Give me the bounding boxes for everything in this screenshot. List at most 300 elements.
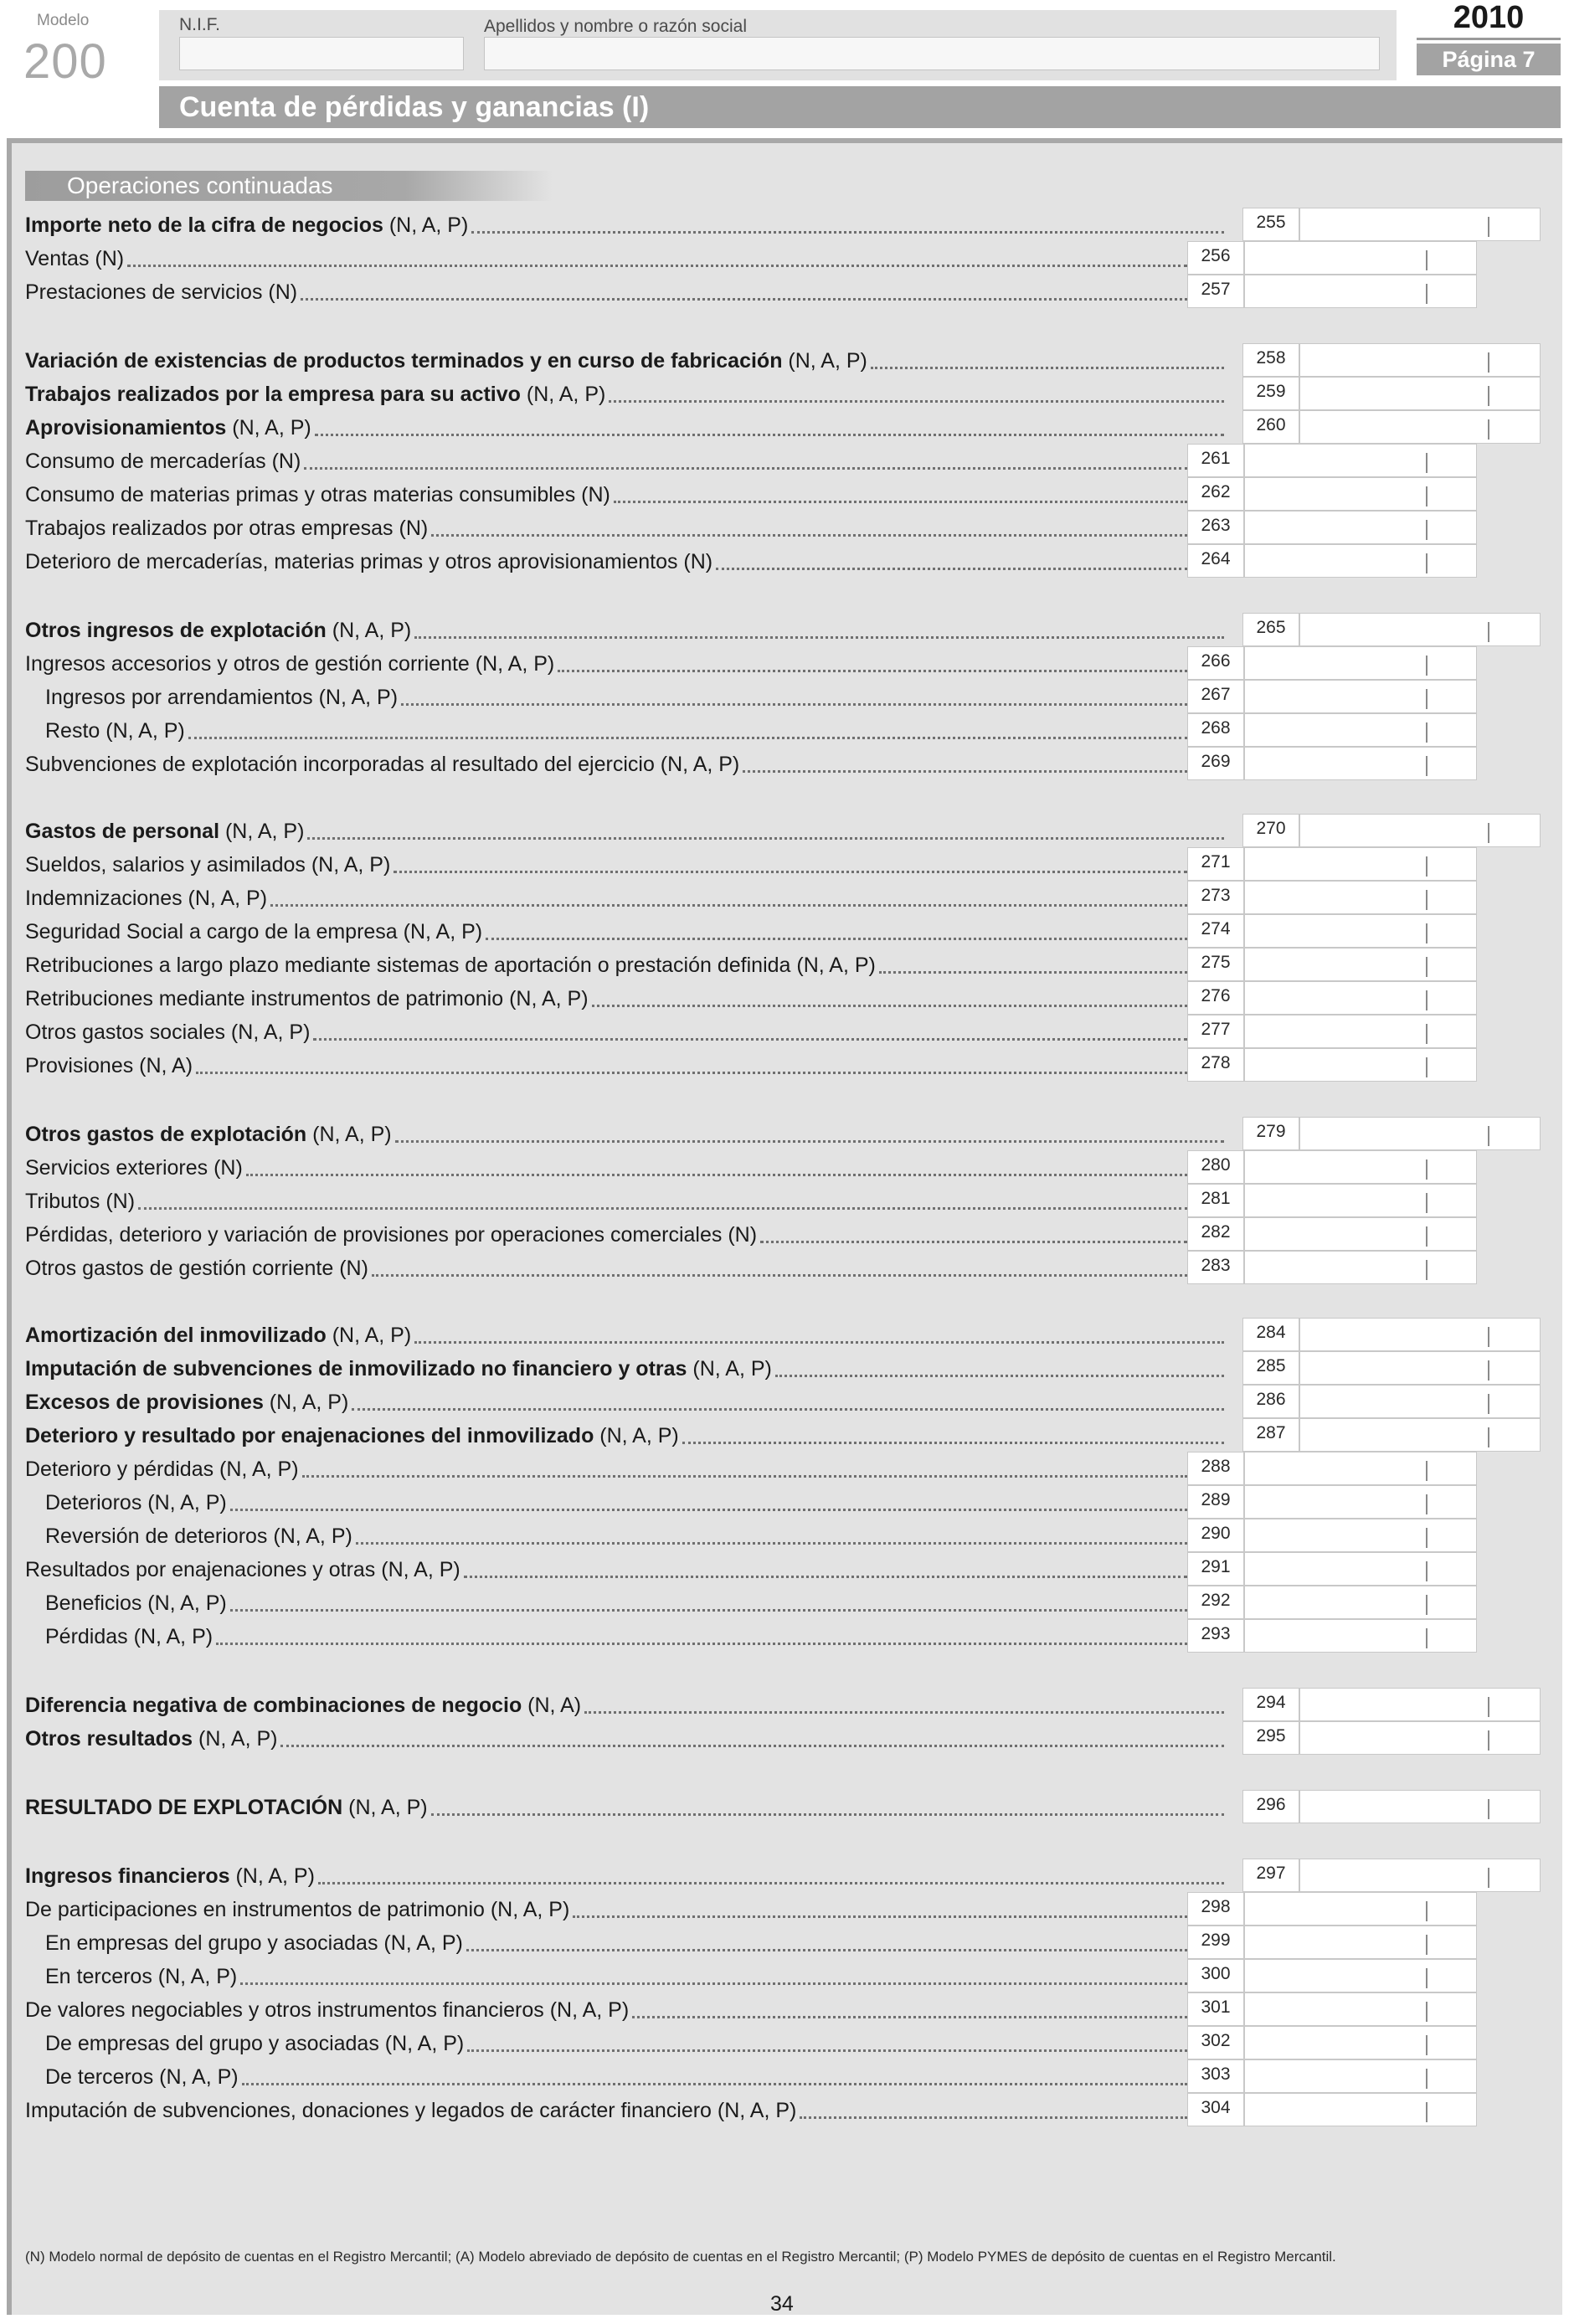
row-label xyxy=(25,989,589,1010)
form-row xyxy=(0,1959,1569,1992)
row-label-text: (N, A, P) xyxy=(226,416,311,440)
row-label-text: Ingresos accesorios y otros de gestión corriente (N, A, P) xyxy=(25,652,555,676)
amount-field[interactable] xyxy=(1244,1217,1477,1251)
amount-field[interactable] xyxy=(1244,241,1477,275)
dot-leader xyxy=(313,1038,1187,1041)
form-row xyxy=(0,1015,1569,1048)
section-title: Cuenta de pérdidas y ganancias (I) xyxy=(159,86,1561,128)
amount-field[interactable] xyxy=(1244,847,1477,881)
dot-leader xyxy=(592,1005,1187,1007)
row-label-text: En terceros (N, A, P) xyxy=(45,1965,238,1988)
row-label xyxy=(25,855,390,876)
row-label-text: (N, A, P) xyxy=(326,1324,412,1347)
dot-leader xyxy=(760,1241,1187,1243)
form-row xyxy=(0,511,1569,544)
row-label-text: Resultados por enajenaciones y otras (N, A, P) xyxy=(25,1558,460,1581)
form-row xyxy=(0,1926,1569,1959)
row-label-bold: Otros gastos de explotación xyxy=(25,1123,307,1146)
row-label-text: Prestaciones de servicios (N) xyxy=(25,280,298,304)
row-label xyxy=(45,1967,237,1987)
amount-field[interactable] xyxy=(1299,814,1541,847)
dot-leader xyxy=(467,2049,1187,2052)
decimal-separator xyxy=(1426,453,1428,473)
amount-field[interactable] xyxy=(1244,881,1477,914)
row-label xyxy=(45,1933,463,1954)
decimal-separator xyxy=(1426,1226,1428,1247)
row-label xyxy=(45,2034,464,2054)
decimal-separator xyxy=(1426,722,1428,743)
amount-field[interactable] xyxy=(1244,2059,1477,2093)
row-label-text: Ventas (N) xyxy=(25,247,125,270)
dot-leader xyxy=(486,938,1187,940)
box-code: 256 xyxy=(1187,241,1244,275)
row-label-bold: Trabajos realizados por la empresa para su activo xyxy=(25,383,521,406)
amount-field[interactable] xyxy=(1244,747,1477,780)
box-code: 281 xyxy=(1187,1184,1244,1217)
amount-field[interactable] xyxy=(1299,1318,1541,1351)
decimal-separator xyxy=(1488,1360,1489,1381)
row-label-text: (N, A, P) xyxy=(383,213,469,237)
row-label-text: Imputación de subvenciones, donaciones y legados de carácter financiero (N, A, P) xyxy=(25,2099,797,2122)
box-code: 262 xyxy=(1187,477,1244,511)
form-row xyxy=(0,747,1569,780)
row-label-bold: Aprovisionamientos xyxy=(25,416,227,440)
row-label xyxy=(25,282,297,303)
row-label xyxy=(25,1900,569,1920)
row-label-text: Pérdidas (N, A, P) xyxy=(45,1625,213,1648)
amount-field[interactable] xyxy=(1244,1959,1477,1992)
row-label-text: Otros gastos de gestión corriente (N) xyxy=(25,1257,368,1280)
amount-field[interactable] xyxy=(1244,477,1477,511)
row-label-bold: Excesos de provisiones xyxy=(25,1391,264,1414)
form-row xyxy=(0,410,1569,444)
row-label xyxy=(25,1866,315,1887)
row-label-text: (N, A, P) xyxy=(229,1864,315,1888)
form-row xyxy=(0,1859,1569,1892)
dot-leader xyxy=(230,1609,1187,1612)
decimal-separator xyxy=(1426,1628,1428,1648)
amount-field[interactable] xyxy=(1299,1859,1541,1892)
row-label xyxy=(25,1124,392,1145)
box-code: 289 xyxy=(1187,1485,1244,1519)
dot-leader xyxy=(302,1475,1187,1478)
row-label xyxy=(45,721,185,742)
form-row xyxy=(0,713,1569,747)
form-row xyxy=(0,1418,1569,1452)
decimal-separator xyxy=(1426,553,1428,573)
amount-field[interactable] xyxy=(1299,208,1541,241)
decimal-separator xyxy=(1426,2069,1428,2089)
form-row xyxy=(0,1048,1569,1082)
form-row xyxy=(0,544,1569,578)
row-label-text: (N, A, P) xyxy=(263,1391,349,1414)
box-code: 304 xyxy=(1187,2093,1244,2126)
box-code: 259 xyxy=(1242,377,1299,410)
form-row xyxy=(0,1688,1569,1721)
box-code: 282 xyxy=(1187,1217,1244,1251)
form-row xyxy=(0,1184,1569,1217)
row-label xyxy=(25,1258,368,1279)
row-label-text: Consumo de materias primas y otras materias consumibles (N) xyxy=(25,483,610,506)
amount-field[interactable] xyxy=(1244,948,1477,981)
amount-field[interactable] xyxy=(1299,1721,1541,1755)
row-label-bold: Importe neto de la cifra de negocios xyxy=(25,213,383,237)
box-code: 268 xyxy=(1187,713,1244,747)
form-row xyxy=(0,1790,1569,1823)
form-row xyxy=(0,241,1569,275)
dot-leader xyxy=(394,871,1187,873)
nif-label: N.I.F. xyxy=(179,15,221,34)
decimal-separator xyxy=(1488,419,1489,440)
form-row xyxy=(0,1992,1569,2026)
row-label xyxy=(45,2067,239,2088)
box-code: 260 xyxy=(1242,410,1299,444)
row-label xyxy=(25,1560,460,1581)
row-label xyxy=(25,1056,193,1077)
row-label xyxy=(25,552,712,573)
row-label-text: Trabajos realizados por otras empresas (N) xyxy=(25,517,429,540)
amount-field[interactable] xyxy=(1244,2093,1477,2126)
row-label xyxy=(25,955,876,976)
dot-leader xyxy=(471,231,1224,234)
form-row xyxy=(0,2093,1569,2126)
decimal-separator xyxy=(1426,856,1428,877)
decimal-separator xyxy=(1488,1427,1489,1447)
row-label-text: De valores negociables y otros instrumentos financieros (N, A, P) xyxy=(25,1998,630,2022)
amount-field[interactable] xyxy=(1299,1688,1541,1721)
dot-leader xyxy=(318,1882,1224,1884)
decimal-separator xyxy=(1426,923,1428,943)
amount-field[interactable] xyxy=(1244,1485,1477,1519)
form-row xyxy=(0,1519,1569,1552)
dot-leader xyxy=(242,2083,1187,2085)
decimal-separator xyxy=(1426,689,1428,709)
row-label-text: (N, A, P) xyxy=(594,1424,679,1447)
decimal-separator xyxy=(1426,1024,1428,1044)
row-label-bold: Diferencia negativa de combinaciones de negocio xyxy=(25,1694,522,1717)
decimal-separator xyxy=(1426,990,1428,1010)
nombre-field[interactable] xyxy=(484,37,1380,70)
form-year: 2010 xyxy=(1417,0,1561,40)
row-label xyxy=(25,518,428,539)
dot-leader xyxy=(466,1949,1187,1951)
dot-leader xyxy=(871,367,1224,369)
decimal-separator xyxy=(1488,1697,1489,1717)
row-label xyxy=(25,1325,411,1346)
decimal-separator xyxy=(1488,217,1489,237)
dot-leader xyxy=(304,467,1187,470)
box-code: 261 xyxy=(1187,444,1244,477)
modelo-number: 200 xyxy=(23,34,107,89)
form-row xyxy=(0,1117,1569,1150)
row-label xyxy=(25,2000,629,2021)
decimal-separator xyxy=(1426,756,1428,776)
row-label-text: (N, A, P) xyxy=(219,820,305,843)
box-code: 297 xyxy=(1242,1859,1299,1892)
dot-leader xyxy=(401,703,1187,706)
row-label xyxy=(25,821,304,842)
box-code: 266 xyxy=(1187,646,1244,680)
row-label xyxy=(25,1426,679,1447)
row-label-bold: RESULTADO DE EXPLOTACIÓN xyxy=(25,1796,343,1819)
row-label xyxy=(25,485,610,506)
row-label xyxy=(45,1593,227,1614)
dot-leader xyxy=(395,1140,1224,1143)
row-label xyxy=(25,351,867,372)
form-row xyxy=(0,208,1569,241)
decimal-separator xyxy=(1488,386,1489,406)
amount-field[interactable] xyxy=(1244,1552,1477,1586)
amount-field[interactable] xyxy=(1244,444,1477,477)
box-code: 269 xyxy=(1187,747,1244,780)
dot-leader xyxy=(315,434,1224,436)
decimal-separator xyxy=(1488,622,1489,642)
row-label-bold: Variación de existencias de productos terminados y en curso de fabricación xyxy=(25,349,783,373)
form-row xyxy=(0,1351,1569,1385)
amount-field[interactable] xyxy=(1299,1385,1541,1418)
amount-field[interactable] xyxy=(1244,713,1477,747)
decimal-separator xyxy=(1426,1494,1428,1514)
decimal-separator xyxy=(1426,2002,1428,2022)
box-code: 270 xyxy=(1242,814,1299,847)
dot-leader xyxy=(372,1274,1187,1277)
amount-field[interactable] xyxy=(1244,1452,1477,1485)
amount-field[interactable] xyxy=(1299,1351,1541,1385)
amount-field[interactable] xyxy=(1244,1015,1477,1048)
decimal-separator xyxy=(1488,352,1489,373)
decimal-separator xyxy=(1426,1968,1428,1988)
amount-field[interactable] xyxy=(1299,1117,1541,1150)
row-label-text: Sueldos, salarios y asimilados (N, A, P) xyxy=(25,853,391,877)
form-row xyxy=(0,646,1569,680)
form-row xyxy=(0,343,1569,377)
dot-leader xyxy=(743,770,1187,773)
amount-field[interactable] xyxy=(1244,680,1477,713)
box-code: 296 xyxy=(1242,1790,1299,1823)
decimal-separator xyxy=(1488,823,1489,843)
box-code: 299 xyxy=(1187,1926,1244,1959)
decimal-separator xyxy=(1426,486,1428,506)
decimal-separator xyxy=(1426,957,1428,977)
amount-field[interactable] xyxy=(1244,511,1477,544)
row-label-text: Provisiones (N, A) xyxy=(25,1054,193,1077)
dot-leader xyxy=(280,1745,1224,1747)
amount-field[interactable] xyxy=(1299,1418,1541,1452)
decimal-separator xyxy=(1426,520,1428,540)
row-label-text: (N, A, P) xyxy=(687,1357,772,1381)
row-label xyxy=(25,418,311,439)
form-row xyxy=(0,680,1569,713)
row-label-text: Servicios exteriores (N) xyxy=(25,1156,243,1180)
dot-leader xyxy=(414,1341,1224,1344)
decimal-separator xyxy=(1426,656,1428,676)
row-label xyxy=(25,1158,243,1179)
form-row xyxy=(0,275,1569,308)
amount-field[interactable] xyxy=(1244,275,1477,308)
box-code: 302 xyxy=(1187,2026,1244,2059)
page-badge: Página 7 xyxy=(1417,44,1561,75)
form-row xyxy=(0,477,1569,511)
box-code: 286 xyxy=(1242,1385,1299,1418)
row-label-text: (N, A, P) xyxy=(782,349,867,373)
amount-field[interactable] xyxy=(1244,1048,1477,1082)
row-label-bold: Deterioro y resultado por enajenaciones del inmovilizado xyxy=(25,1424,594,1447)
form-row xyxy=(0,444,1569,477)
decimal-separator xyxy=(1426,284,1428,304)
amount-field[interactable] xyxy=(1299,613,1541,646)
row-label-text: En empresas del grupo y asociadas (N, A, P) xyxy=(45,1931,463,1955)
dot-leader xyxy=(558,670,1187,672)
row-label-text: Consumo de mercaderías (N) xyxy=(25,450,301,473)
amount-field[interactable] xyxy=(1244,1184,1477,1217)
row-label-bold: Gastos de personal xyxy=(25,820,220,843)
form-row xyxy=(0,1251,1569,1284)
row-label-text: Indemnizaciones (N, A, P) xyxy=(25,887,268,910)
box-code: 257 xyxy=(1187,275,1244,308)
amount-field[interactable] xyxy=(1244,1251,1477,1284)
box-code: 283 xyxy=(1187,1251,1244,1284)
row-label-text: Resto (N, A, P) xyxy=(45,719,185,743)
row-label-text: Deterioros (N, A, P) xyxy=(45,1491,227,1514)
form-row xyxy=(0,2059,1569,2093)
row-label-text: Retribuciones a largo plazo mediante sistemas de aportación o prestación definida (N, A, P) xyxy=(25,954,876,977)
row-label-text: (N, A) xyxy=(522,1694,582,1717)
dot-leader xyxy=(573,1915,1187,1918)
box-code: 298 xyxy=(1187,1892,1244,1926)
footnote: (N) Modelo normal de depósito de cuentas en el Registro Mercantil; (A) Modelo abreviado de depósito de cuentas en el Registro Mercantil; (P) Modelo PYMES de depósito de cuentas en el Registro Mercantil. xyxy=(25,2249,1336,2265)
box-code: 264 xyxy=(1187,544,1244,578)
row-label-text: Otros gastos sociales (N, A, P) xyxy=(25,1021,311,1044)
box-code: 278 xyxy=(1187,1048,1244,1082)
row-label-text: De empresas del grupo y asociadas (N, A, P) xyxy=(45,2032,465,2055)
box-code: 288 xyxy=(1187,1452,1244,1485)
box-code: 303 xyxy=(1187,2059,1244,2093)
decimal-separator xyxy=(1488,1327,1489,1347)
row-label-text: Subvenciones de explotación incorporadas al resultado del ejercicio (N, A, P) xyxy=(25,753,740,776)
dot-leader xyxy=(614,501,1187,503)
row-label xyxy=(25,249,124,270)
dot-leader xyxy=(775,1375,1224,1377)
box-code: 290 xyxy=(1187,1519,1244,1552)
amount-field[interactable] xyxy=(1299,343,1541,377)
row-label-text: De participaciones en instrumentos de patrimonio (N, A, P) xyxy=(25,1898,570,1921)
dot-leader xyxy=(414,636,1224,639)
amount-field[interactable] xyxy=(1299,1790,1541,1823)
amount-field[interactable] xyxy=(1244,646,1477,680)
form-row xyxy=(0,1619,1569,1653)
row-label-bold: Ingresos financieros xyxy=(25,1864,230,1888)
row-label xyxy=(25,2100,796,2121)
row-label xyxy=(25,754,739,775)
row-label xyxy=(25,654,554,675)
form-row xyxy=(0,1586,1569,1619)
row-label-text: (N, A, P) xyxy=(193,1727,278,1751)
row-label xyxy=(45,1526,352,1547)
dot-leader xyxy=(270,904,1187,907)
amount-field[interactable] xyxy=(1244,1150,1477,1184)
amount-field[interactable] xyxy=(1244,981,1477,1015)
dot-leader xyxy=(356,1542,1187,1545)
modelo-label: Modelo xyxy=(37,12,90,29)
row-label xyxy=(45,1493,227,1514)
amount-field[interactable] xyxy=(1244,1992,1477,2026)
row-label xyxy=(25,215,468,236)
box-code: 293 xyxy=(1187,1619,1244,1653)
form-row xyxy=(0,1150,1569,1184)
box-code: 274 xyxy=(1187,914,1244,948)
amount-field[interactable] xyxy=(1244,1926,1477,1959)
row-label-text: Seguridad Social a cargo de la empresa (N, A, P) xyxy=(25,920,483,943)
dot-leader xyxy=(584,1711,1224,1714)
amount-field[interactable] xyxy=(1299,377,1541,410)
row-label-text: De terceros (N, A, P) xyxy=(45,2065,239,2089)
box-code: 258 xyxy=(1242,343,1299,377)
dot-leader xyxy=(431,1813,1224,1816)
row-label-text: Pérdidas, deterioro y variación de provisiones por operaciones comerciales (N) xyxy=(25,1223,758,1247)
dot-leader xyxy=(464,1576,1187,1578)
decimal-separator xyxy=(1426,890,1428,910)
form-row xyxy=(0,377,1569,410)
form-row xyxy=(0,948,1569,981)
decimal-separator xyxy=(1488,1730,1489,1751)
amount-field[interactable] xyxy=(1299,410,1541,444)
form-row xyxy=(0,914,1569,948)
dot-leader xyxy=(127,265,1187,267)
form-row xyxy=(0,1452,1569,1485)
form-row xyxy=(0,2026,1569,2059)
amount-field[interactable] xyxy=(1244,2026,1477,2059)
amount-field[interactable] xyxy=(1244,1892,1477,1926)
box-code: 267 xyxy=(1187,680,1244,713)
amount-field[interactable] xyxy=(1244,544,1477,578)
box-code: 294 xyxy=(1242,1688,1299,1721)
subsection-title: Operaciones continuadas xyxy=(25,171,553,201)
row-label xyxy=(25,922,482,943)
row-label xyxy=(25,1225,757,1246)
amount-field[interactable] xyxy=(1244,1519,1477,1552)
decimal-separator xyxy=(1426,2102,1428,2122)
decimal-separator xyxy=(1426,1193,1428,1213)
decimal-separator xyxy=(1426,1528,1428,1548)
row-label xyxy=(25,620,411,641)
amount-field[interactable] xyxy=(1244,1619,1477,1653)
row-label-bold: Imputación de subvenciones de inmovilizado no financiero y otras xyxy=(25,1357,687,1381)
dot-leader xyxy=(352,1408,1224,1411)
row-label-text: Deterioro y pérdidas (N, A, P) xyxy=(25,1458,299,1481)
form-row xyxy=(0,1485,1569,1519)
page-number: 34 xyxy=(770,2292,794,2316)
decimal-separator xyxy=(1426,1260,1428,1280)
decimal-separator xyxy=(1426,1159,1428,1180)
box-code: 295 xyxy=(1242,1721,1299,1755)
decimal-separator xyxy=(1426,1595,1428,1615)
form-row xyxy=(0,981,1569,1015)
box-code: 276 xyxy=(1187,981,1244,1015)
dot-leader xyxy=(216,1643,1187,1645)
amount-field[interactable] xyxy=(1244,1586,1477,1619)
row-label xyxy=(25,384,605,405)
nif-field[interactable] xyxy=(179,37,464,70)
amount-field[interactable] xyxy=(1244,914,1477,948)
box-code: 255 xyxy=(1242,208,1299,241)
box-code: 271 xyxy=(1187,847,1244,881)
decimal-separator xyxy=(1488,1126,1489,1146)
row-label-text: Ingresos por arrendamientos (N, A, P) xyxy=(45,686,399,709)
dot-leader xyxy=(716,568,1187,570)
dot-leader xyxy=(246,1174,1187,1176)
row-label-bold: Amortización del inmovilizado xyxy=(25,1324,327,1347)
dot-leader xyxy=(307,837,1224,840)
